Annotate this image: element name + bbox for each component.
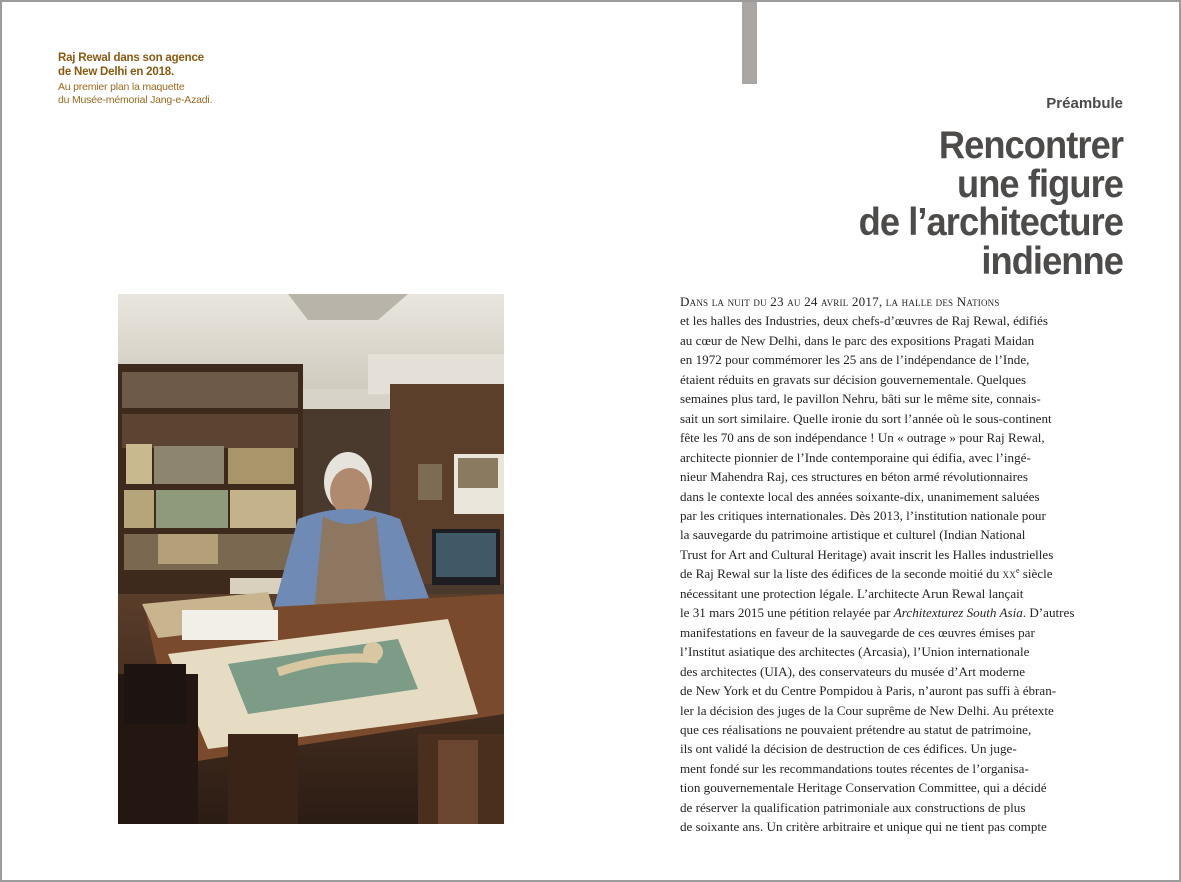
publication-title: Architexturez South Asia — [893, 605, 1023, 621]
photo-caption — [58, 51, 278, 107]
caption-subtitle-line: du Musée-mémorial Jang-e-Azadi. — [58, 94, 213, 106]
caption-title-line: de New Delhi en 2018. — [58, 66, 174, 78]
caption-subtitle — [58, 81, 278, 107]
body-line: des architectes (UIA), des conservateurs du musée d’Art moderne — [680, 663, 1026, 679]
architect-portrait-photo — [118, 294, 504, 824]
body-line: dans le contexte local des années soixante-dix, unanimement saluées — [680, 488, 1040, 504]
title-line: indienne — [981, 239, 1123, 283]
body-line: tion gouvernementale Heritage Conservation Committee, qui a décidé — [680, 780, 1047, 796]
body-line: de New York et du Centre Pompidou à Paris, n’auront pas suffi à ébran- — [680, 683, 1057, 699]
body-line: de soixante ans. Un critère arbitraire et unique qui ne tient pas compte — [680, 819, 1047, 835]
body-text-fragment: . D’autres — [1022, 605, 1075, 621]
title-line: de l’architecture — [858, 201, 1123, 244]
body-line: architecte pionnier de l’Inde contemporaine qui édifia, avec l’ingé- — [680, 449, 1031, 465]
body-line: de réserver la qualification patrimoniale aux constructions de plus — [680, 799, 1026, 815]
body-line: l’Institut asiatique des architectes (Arcasia), l’Union internationale — [680, 644, 1030, 660]
caption-title-line: Raj Rewal dans son agence — [58, 52, 204, 64]
article-body — [680, 292, 1075, 837]
body-line-italic — [680, 603, 1075, 622]
page-title — [639, 124, 1123, 283]
caption-title — [58, 51, 278, 79]
body-line: nieur Mahendra Raj, ces structures en béton armé révolutionnaires — [680, 469, 1028, 485]
body-text-fragment: de Raj Rewal sur la liste des édifices de la seconde moitié du — [680, 566, 1003, 582]
caption-subtitle-line: Au premier plan la maquette — [58, 81, 185, 93]
body-line: que ces réalisations ne pouvaient prétendre au statut de patrimoine, — [680, 721, 1032, 737]
body-line: et les halles des Industries, deux chefs-d’œuvres de Raj Rewal, édifiés — [680, 313, 1048, 329]
body-text-fragment: le 31 mars 2015 une pétition relayée par — [680, 605, 894, 621]
body-line: semaines plus tard, le pavillon Nehru, bâti sur le même site, connais- — [680, 391, 1041, 407]
body-line: ment fondé sur les recommandations toutes récentes de l’organisa- — [680, 760, 1029, 776]
section-label: Préambule — [1046, 95, 1123, 112]
body-line: manifestations en faveur de la sauvegarde de ces œuvres émises par — [680, 624, 1035, 640]
body-line: étaient réduits en gravats sur décision gouvernementale. Quelques — [680, 371, 1027, 387]
title-line: une figure — [956, 162, 1123, 206]
body-text-fragment: siècle — [1019, 566, 1053, 582]
century-roman: xx — [1002, 566, 1016, 582]
body-line: au cœur de New Delhi, dans le parc des expositions Pragati Maidan — [680, 332, 1035, 348]
body-line: la sauvegarde du patrimoine artistique et culturel (Indian National — [680, 527, 1026, 543]
body-line: fête les 70 ans de son indépendance ! Un « outrage » pour Raj Rewal, — [680, 430, 1045, 446]
body-line: ler la décision des juges de la Cour suprême de New Delhi. Au prétexte — [680, 702, 1054, 718]
century-superscript: e — [1015, 566, 1020, 576]
section-tab-marker — [742, 2, 757, 84]
body-line: ils ont validé la décision de destruction de ces édifices. Un juge- — [680, 741, 1017, 757]
body-line: en 1972 pour commémorer les 25 ans de l’indépendance de l’Inde, — [680, 352, 1030, 368]
body-line: sait un sort similaire. Quelle ironie du sort l’année où le sous-continent — [680, 410, 1052, 426]
body-line: par les critiques internationales. Dès 2013, l’institution nationale pour — [680, 507, 1046, 523]
body-line: Trust for Art and Cultural Heritage) avait inscrit les Halles industrielles — [680, 546, 1054, 562]
body-line-century — [680, 564, 1064, 583]
title-line: Rencontrer — [938, 124, 1123, 167]
body-line: nécessitant une protection légale. L’architecte Arun Rewal lançait — [680, 585, 1024, 601]
lead-line: Dans la nuit du 23 au 24 avril 2017, la halle des Nations — [680, 294, 1000, 309]
